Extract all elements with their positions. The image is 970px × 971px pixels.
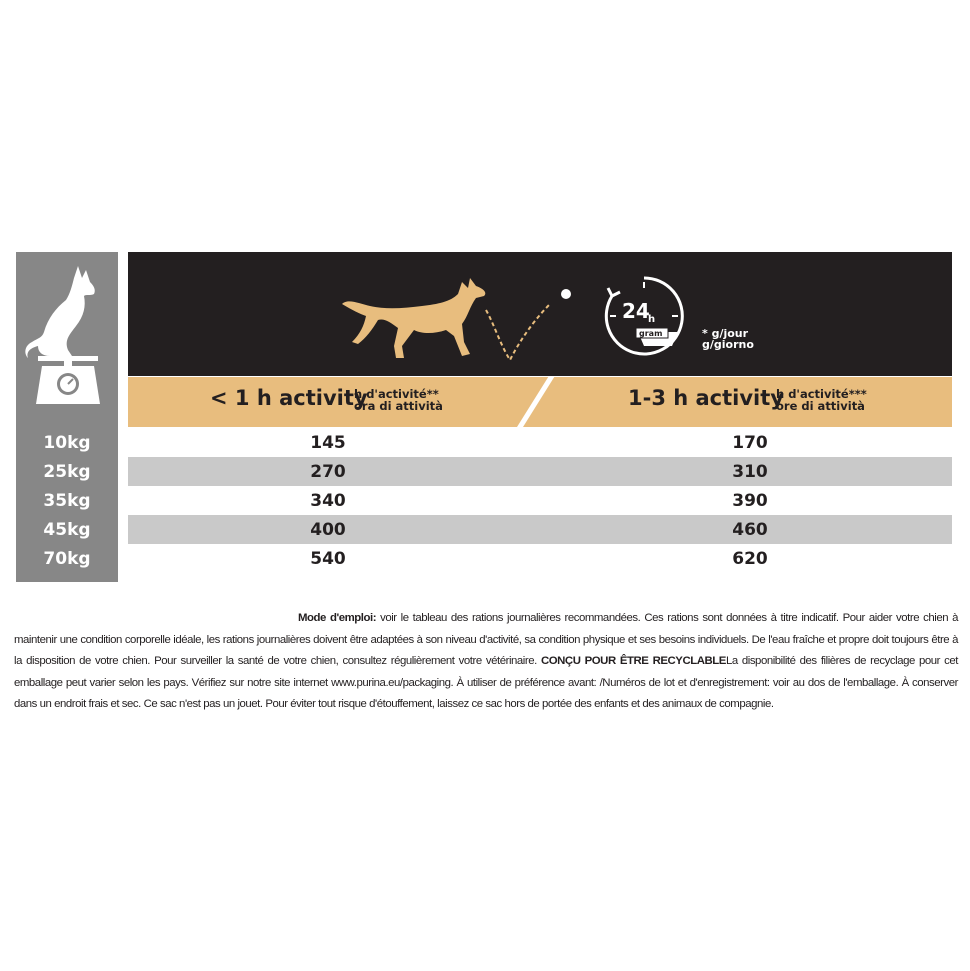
weight-label: 70kg	[43, 548, 91, 569]
dog-on-scale-icon	[20, 260, 114, 410]
header-band	[128, 252, 952, 376]
ration-high: 170	[732, 432, 768, 453]
instructions-lead: Mode d'emploi:	[298, 612, 377, 624]
instructions-text-1: voir le tableau des rations journalières recommandées. Ces rations sont données à titre indicatif. Pour aider votre chien à maintenir une condition corporelle idéale, les rations journalières doivent être adaptées à son niveau d'activité, sa condition physique et ses besoins individuels. De l'eau fraîche et propre doit toujours être à la disposition de votre chien. Pour surveiller la santé de votre chien, consultez régulièrement votre vétérinaire.	[14, 612, 958, 667]
weight-label: 35kg	[43, 490, 91, 511]
clock-label: 24	[622, 299, 650, 323]
ration-low: 540	[310, 548, 346, 569]
weight-label: 45kg	[43, 519, 91, 540]
activity-label-high: 1-3 h activity	[628, 386, 784, 410]
recyclable-label: CONÇU POUR ÊTRE RECYCLABLE	[540, 655, 726, 667]
ration-high: 390	[732, 490, 768, 511]
ration-high: 460	[732, 519, 768, 540]
weight-column	[16, 252, 118, 582]
running-dog-icon	[338, 264, 578, 364]
clock-24h-bowl-icon	[598, 270, 690, 362]
activity-label-low: < 1 h activity	[210, 386, 368, 410]
clock-unit: h	[648, 314, 656, 325]
activity-sub-low: h d'activité** ora di attività	[354, 387, 443, 413]
ration-low: 145	[310, 432, 346, 453]
band-divider	[513, 377, 556, 427]
table-row	[128, 515, 952, 544]
weight-label: 10kg	[43, 432, 91, 453]
weight-label: 25kg	[43, 461, 91, 482]
table-row	[128, 544, 952, 573]
ration-high: 310	[732, 461, 768, 482]
grams-per-day-label: * g/jour g/giorno	[702, 327, 754, 351]
activity-sub-high: h d'activité*** ore di attività	[776, 387, 867, 413]
table-row	[128, 428, 952, 457]
ration-low: 340	[310, 490, 346, 511]
ration-low: 400	[310, 519, 346, 540]
ration-low: 270	[310, 461, 346, 482]
table-row	[128, 486, 952, 515]
ration-high: 620	[732, 548, 768, 569]
clock-gram: gram	[639, 329, 663, 338]
instructions-text-2: La disponibilité des filières de recyclage pour cet emballage peut varier selon les pays. Vérifiez sur notre site internet www.purina.eu/packaging. À utiliser de préférence avant: /Numéros de lot et d'enregistrement: voir au dos de l'emballage. À conserver dans un endroit frais et sec. Ce sac n'est pas un jouet. Pour éviter tout risque d'étouffement, laissez ce sac hors de portée des enfants et des animaux de compagnie.	[14, 655, 959, 710]
instructions-paragraph	[14, 608, 958, 716]
activity-header-band	[128, 377, 952, 427]
table-row	[128, 457, 952, 486]
